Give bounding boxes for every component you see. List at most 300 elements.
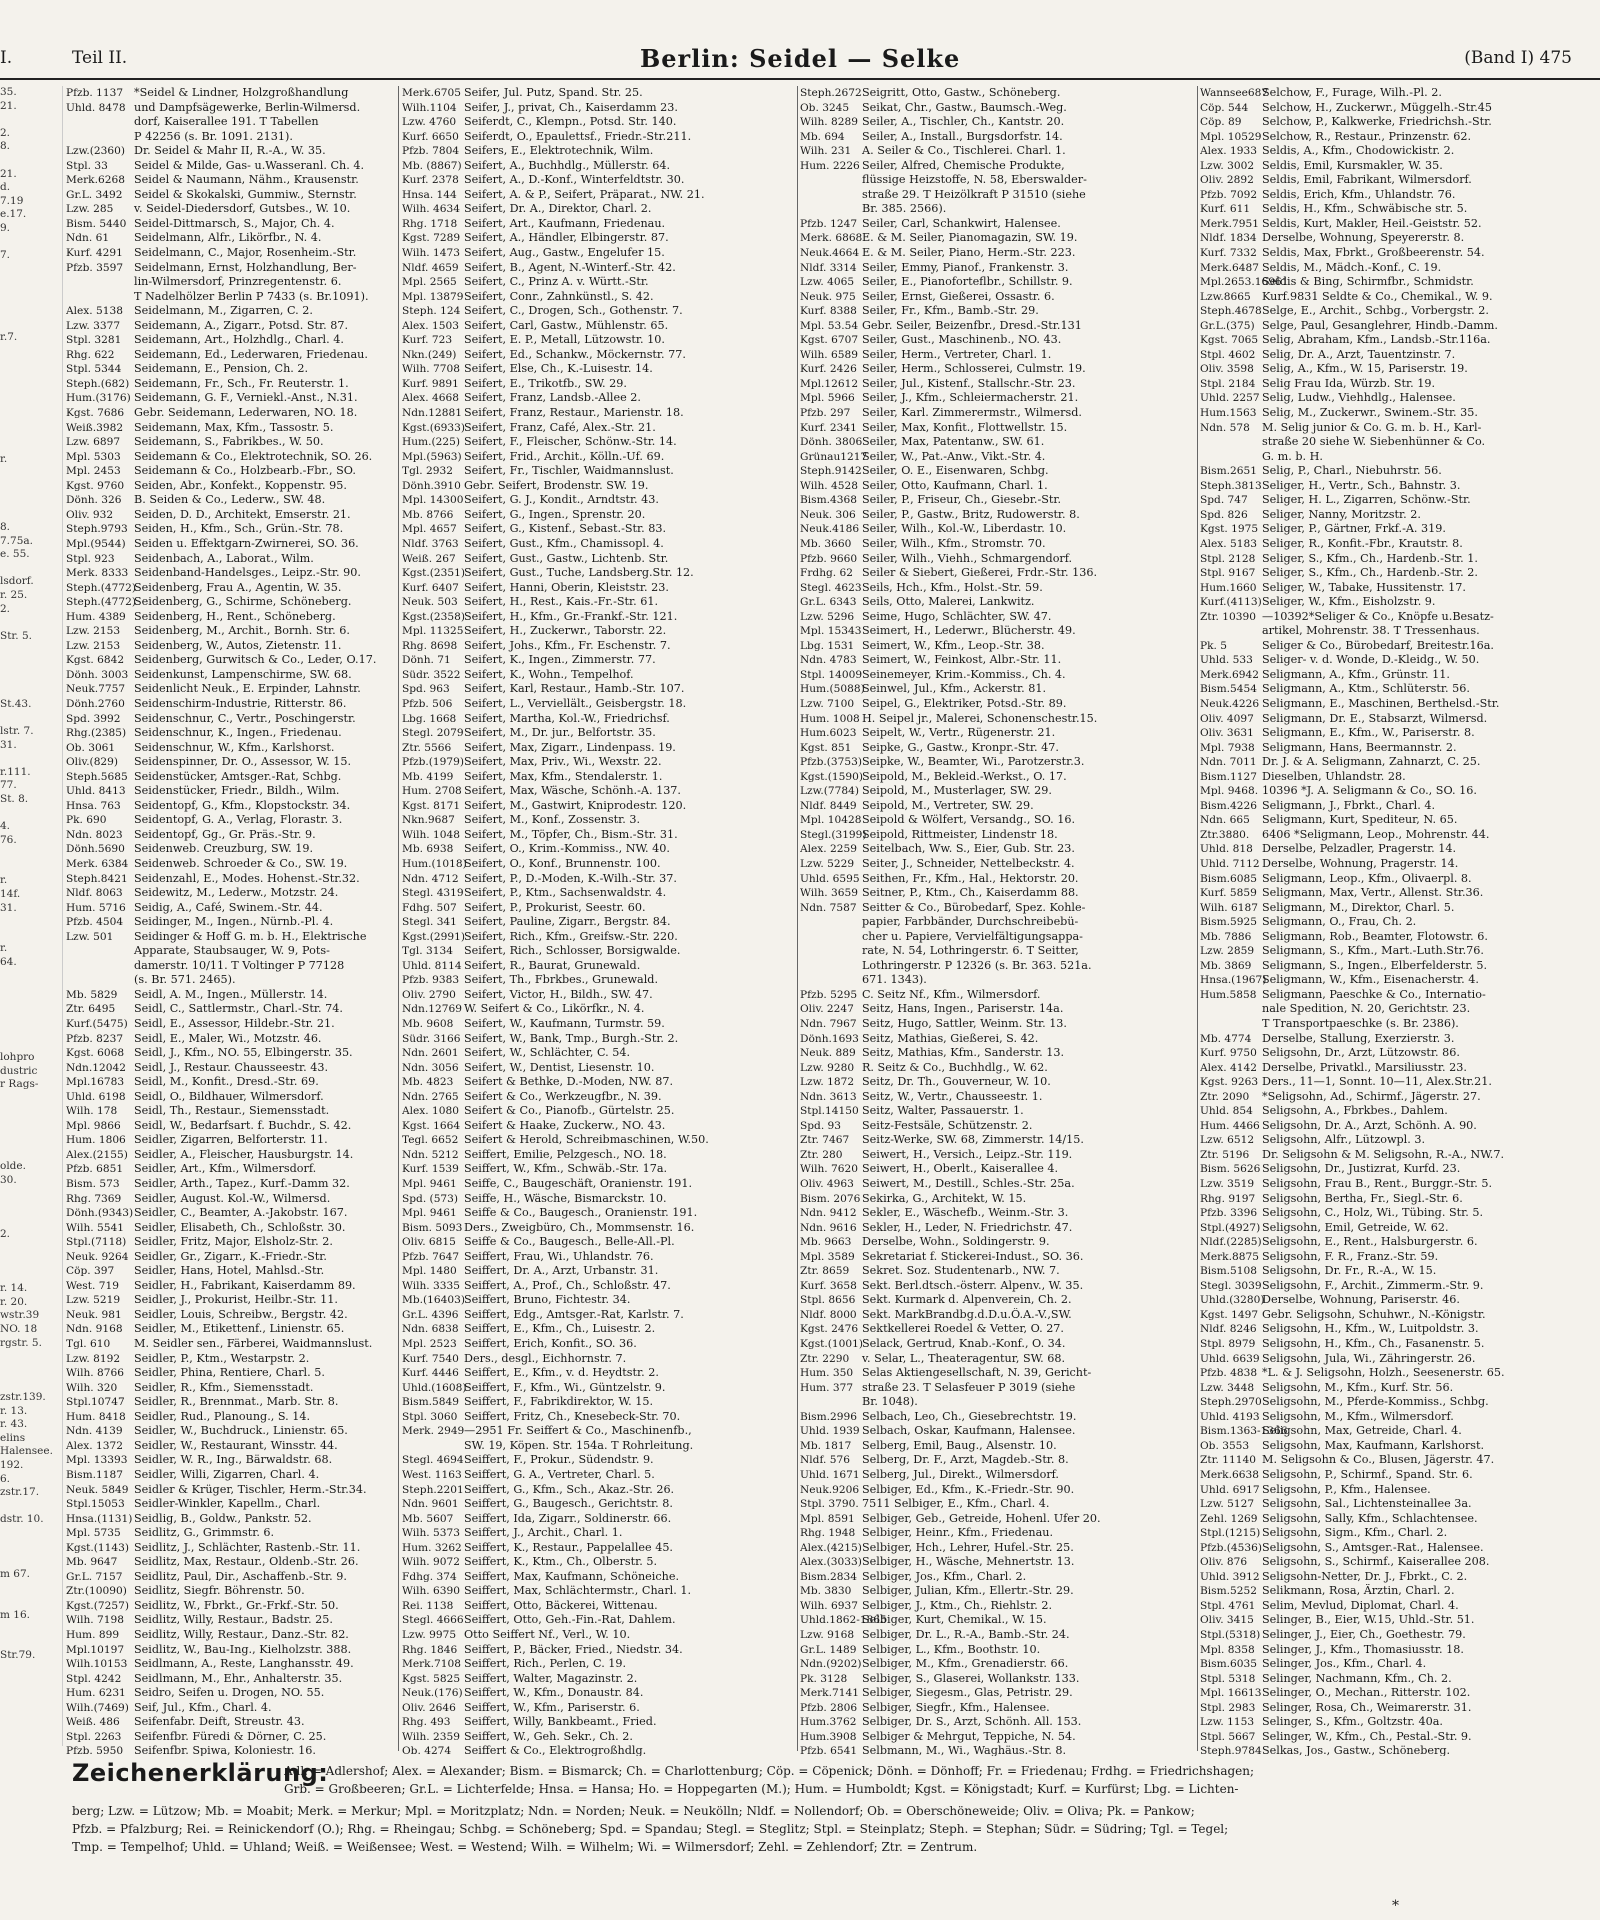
margin-fragment xyxy=(0,1717,62,1731)
directory-entry xyxy=(800,712,1196,727)
entry-text: Seligsohn, M., Pferde-Kommiss., Schbg. xyxy=(1262,1395,1489,1409)
phone-code: Kgst. 6842 xyxy=(66,654,125,667)
entry-text: Seidinger, M., Ingen., Nürnb.-Pl. 4. xyxy=(134,915,334,929)
phone-code: Mb. 5607 xyxy=(402,1512,454,1525)
phone-code: Bism.2996 xyxy=(800,1410,857,1423)
directory-entry xyxy=(1200,1032,1596,1047)
phone-code: Nldf. 8449 xyxy=(800,799,857,812)
margin-fragment: St. 8. xyxy=(0,792,29,805)
entry-text: Seiffe & Co., Baugesch., Oranienstr. 191. xyxy=(464,1206,698,1220)
phone-code: Kurf. 9891 xyxy=(402,377,459,390)
margin-fragment xyxy=(0,997,62,1011)
entry-text: Seligsohn-Netter, Dr. J., Fbrkt., C. 2. xyxy=(1262,1569,1468,1583)
directory-entry xyxy=(800,595,1196,610)
entry-text: Seifert, P., Prokurist, Seestr. 60. xyxy=(464,900,646,914)
directory-entry xyxy=(1200,872,1596,887)
entry-text: Seiffert, W., Geh. Sekr., Ch. 2. xyxy=(464,1729,633,1743)
entry-text: Seiffert, E., Kfm., v. d. Heydtstr. 2. xyxy=(464,1366,659,1380)
phone-code: Mpl. 14300 xyxy=(402,494,464,507)
entry-text: Seidenstücker, Amtsger.-Rat, Schbg. xyxy=(134,769,342,783)
phone-code: Spd. 93 xyxy=(800,1119,842,1132)
phone-code: Uhld.1862-1865 xyxy=(800,1614,887,1627)
legend-line: Adl. = Adlershof; Alex. = Alexander; Bism. = Bismarck; Ch. = Charlottenburg; Cöp. = Cöpenick; Dönh. = Dönhoff; Fr. = Friedenau; Frdhg. = Friedrichshagen; xyxy=(284,1764,1255,1778)
directory-entry xyxy=(800,130,1196,145)
phone-code: Stegl. 4623 xyxy=(800,581,862,594)
phone-code: Mb. 9663 xyxy=(800,1236,852,1249)
phone-code: Pfzb.(4536) xyxy=(1200,1541,1263,1554)
phone-code: Ndn.12042 xyxy=(66,1061,126,1074)
entry-text: Seidenbach, A., Laborat., Wilm. xyxy=(134,551,314,565)
header-rule xyxy=(0,78,1600,80)
directory-entry xyxy=(66,1555,396,1570)
directory-entry xyxy=(66,988,396,1003)
entry-text: Seils, Hch., Kfm., Holst.-Str. 59. xyxy=(862,580,1043,594)
directory-entry xyxy=(402,1206,794,1221)
entry-text: Seidlitz, J., Schlächter, Rastenb.-Str. 11. xyxy=(134,1540,361,1554)
phone-code: Lzw. 5219 xyxy=(66,1294,121,1307)
entry-text: Seligsohn, Jula, Wi., Zähringerstr. 26. xyxy=(1262,1351,1476,1365)
entry-text: Seiffert, Emilie, Pelzgesch., NO. 18. xyxy=(464,1147,667,1161)
entry-text: Seiler, Fr., Kfm., Bamb.-Str. 29. xyxy=(862,304,1039,318)
phone-code: Kgst. 6707 xyxy=(800,334,859,347)
entry-text: Selbiger, H., Wäsche, Mehnertstr. 13. xyxy=(862,1555,1075,1569)
phone-code: Stpl. 3060 xyxy=(402,1410,458,1423)
entry-text: Dr. J. & A. Seligmann, Zahnarzt, C. 25. xyxy=(1262,755,1481,769)
margin-fragment: 76. xyxy=(0,833,17,846)
entry-text: Seliger, H. L., Zigarren, Schönw.-Str. xyxy=(1262,493,1471,507)
margin-fragment xyxy=(0,263,62,277)
phone-code: Wilh. 320 xyxy=(66,1381,118,1394)
directory-entry xyxy=(1200,1148,1596,1163)
entry-text: Seidler-Winkler, Kapellm., Charl. xyxy=(134,1497,321,1511)
directory-entry xyxy=(1200,639,1596,654)
page-header xyxy=(0,44,1600,76)
phone-code: Ndn. 2765 xyxy=(402,1090,459,1103)
phone-code: Uhld. 6595 xyxy=(800,872,860,885)
directory-entry xyxy=(66,1264,396,1279)
entry-text: Seliger, R., Konfit.-Fbr., Krautstr. 8. xyxy=(1262,536,1463,550)
phone-code: Ndn. 7587 xyxy=(800,901,857,914)
phone-code: Oliv.(829) xyxy=(66,756,119,769)
directory-entry xyxy=(800,784,1196,799)
phone-code: Nldf. 3763 xyxy=(402,537,459,550)
phone-code: Uhld. 533 xyxy=(1200,654,1253,667)
entry-text: Seifenfbr. Spiwa, Koloniestr. 16. xyxy=(134,1744,316,1756)
phone-code: Nldf. 576 xyxy=(800,1454,850,1467)
directory-entry xyxy=(1200,770,1596,785)
directory-entry xyxy=(402,1177,794,1192)
entry-text: M. Seligsohn & Co., Blusen, Jägerstr. 47. xyxy=(1262,1453,1495,1467)
phone-code: Lzw.(7784) xyxy=(800,785,860,798)
directory-entry xyxy=(800,1250,1196,1265)
entry-text: Seiler, Herm., Schlosserei, Culmstr. 19. xyxy=(862,362,1086,376)
margin-fragment xyxy=(0,358,62,372)
directory-entry xyxy=(1200,159,1596,174)
directory-entry xyxy=(66,1206,396,1221)
phone-code: Stpl. 33 xyxy=(66,159,108,172)
phone-code xyxy=(66,974,134,988)
margin-fragment: 9. xyxy=(0,221,11,234)
entry-text: Gebr. Seidemann, Lederwaren, NO. 18. xyxy=(134,406,358,420)
phone-code: Mb. 694 xyxy=(800,130,845,143)
entry-text: Seiffert, Max, Schlächtermstr., Charl. 1. xyxy=(464,1584,692,1598)
directory-entry xyxy=(66,1453,396,1468)
entry-text: Selbiger, S., Glaserei, Wollankstr. 133. xyxy=(862,1671,1080,1685)
directory-entry xyxy=(66,1483,396,1498)
phone-code: Ztr. 6495 xyxy=(66,1003,116,1016)
entry-text: 671. 1343). xyxy=(862,973,927,987)
entry-text: Seifert, W., Kaufmann, Turmstr. 59. xyxy=(464,1017,665,1030)
margin-fragment xyxy=(0,1106,62,1120)
directory-entry xyxy=(402,930,794,945)
directory-entry xyxy=(800,581,1196,596)
directory-entry xyxy=(1200,1584,1596,1599)
entry-text: Selig, Dr. A., Arzt, Tauentzinstr. 7. xyxy=(1262,347,1456,361)
margin-fragment xyxy=(0,317,62,331)
entry-text: cher u. Papiere, Vervielfältigungsappa- xyxy=(862,929,1083,943)
margin-fragment xyxy=(0,385,62,399)
entry-text: straße 20 siehe W. Siebenhünner & Co. xyxy=(1262,435,1486,449)
phone-code xyxy=(800,174,862,188)
margin-fragment xyxy=(0,1500,62,1514)
directory-entry xyxy=(1200,624,1596,639)
phone-code: Südr. 3522 xyxy=(402,668,461,681)
margin-fragment: r. 20. xyxy=(0,1295,28,1308)
directory-entry xyxy=(1200,144,1596,159)
entry-text: Seidler, W., Restaurant, Winsstr. 44. xyxy=(134,1438,338,1452)
directory-entry xyxy=(800,901,1196,916)
directory-entry xyxy=(1200,1235,1596,1250)
entry-text: Seidewitz, M., Lederw., Motzstr. 24. xyxy=(134,886,339,900)
entry-text: Seidler, Hans, Hotel, Mahlsd.-Str. xyxy=(134,1264,325,1278)
phone-code: Kurf. 7540 xyxy=(402,1352,459,1365)
directory-entry xyxy=(66,391,396,406)
directory-entry xyxy=(1200,391,1596,406)
entry-text: R. Seitz & Co., Buchhdlg., W. 62. xyxy=(862,1060,1048,1074)
phone-code: Ndn. 4712 xyxy=(402,872,459,885)
margin-fragment xyxy=(0,1731,62,1745)
entry-text: Seligsohn, Dr. Fr., R.-A., W. 15. xyxy=(1262,1264,1437,1278)
directory-entry xyxy=(66,828,396,843)
phone-code: Merk.8875 xyxy=(1200,1250,1259,1263)
phone-code: Ob. 4274 xyxy=(402,1745,452,1756)
phone-code: Steph.9784 xyxy=(1200,1745,1262,1756)
directory-entry xyxy=(66,290,396,305)
directory-entry xyxy=(1200,1424,1596,1439)
entry-text: Seiffert & Co., Elektrogroßhdlg. xyxy=(464,1744,647,1756)
directory-entry xyxy=(800,115,1196,130)
margin-fragment xyxy=(0,1377,62,1391)
margin-fragment xyxy=(0,1554,62,1568)
entry-text: Seliger, Nanny, Moritzstr. 2. xyxy=(1262,507,1421,521)
entry-text: Seifert, B., Agent, N.-Winterf.-Str. 42. xyxy=(464,260,676,274)
directory-entry xyxy=(66,1613,396,1628)
directory-entry xyxy=(800,1192,1196,1207)
entry-text: Seifert, G., Kistenf., Sebast.-Str. 83. xyxy=(464,522,667,536)
directory-entry xyxy=(800,1206,1196,1221)
entry-text: Br. 385. 2566). xyxy=(862,202,947,216)
entry-text: Seif, Jul., Kfm., Charl. 4. xyxy=(134,1700,272,1714)
directory-entry xyxy=(402,377,794,392)
directory-entry xyxy=(66,1133,396,1148)
directory-entry xyxy=(402,1293,794,1308)
directory-entry xyxy=(1200,1293,1596,1308)
directory-entry xyxy=(800,813,1196,828)
entry-text: Seiler, Gust., Maschinenb., NO. 43. xyxy=(862,333,1062,347)
directory-entry xyxy=(402,770,794,785)
header-band-page: (Band I) 475 xyxy=(1464,48,1572,68)
entry-text: Apparate, Staubsauger, W. 9, Pots- xyxy=(134,944,330,958)
phone-code: Hum. 4466 xyxy=(1200,1119,1260,1132)
phone-code: Nldf.(2285) xyxy=(1200,1236,1262,1249)
directory-entry xyxy=(800,1264,1196,1279)
entry-text: Seifert, Frid., Archit., Kölln.-Uf. 69. xyxy=(464,449,665,463)
phone-code: Steph.5685 xyxy=(66,770,128,783)
phone-code: Pk. 3128 xyxy=(800,1672,848,1685)
phone-code: Stpl. 4602 xyxy=(1200,348,1256,361)
margin-fragment: r.7. xyxy=(0,330,18,343)
entry-text: Seiffert, W., Kfm., Pariserstr. 6. xyxy=(464,1700,640,1714)
directory-entry xyxy=(1200,275,1596,290)
phone-code: Oliv. 2646 xyxy=(402,1701,456,1714)
entry-text: Seidlmann, M., Ehr., Anhalterstr. 35. xyxy=(134,1671,343,1685)
directory-entry xyxy=(66,508,396,523)
entry-text: Seifert, W., Schlächter, C. 54. xyxy=(464,1046,631,1060)
entry-text: Sekler, H., Leder, N. Friedrichstr. 47. xyxy=(862,1220,1073,1234)
directory-entry xyxy=(1200,1715,1596,1730)
entry-text: Selbiger, L., Kfm., Boothstr. 10. xyxy=(862,1642,1041,1656)
directory-entry xyxy=(1200,1366,1596,1381)
entry-text: Seinemeyer, Krim.-Kommiss., Ch. 4. xyxy=(862,667,1066,681)
phone-code: Rhg.(2385) xyxy=(66,727,127,740)
entry-text: Seligsohn, F., Archit., Zimmerm.-Str. 9. xyxy=(1262,1278,1484,1292)
entry-text: Seligsohn, Max, Getreide, Charl. 4. xyxy=(1262,1424,1462,1438)
entry-text: Seiffert, Ida, Zigarr., Soldinerstr. 66. xyxy=(464,1511,672,1525)
directory-entry xyxy=(66,901,396,916)
phone-code: Ndn. 2601 xyxy=(402,1047,459,1060)
margin-fragment: olde. xyxy=(0,1159,26,1172)
entry-text: Seligmann, Dr. E., Stabsarzt, Wilmersd. xyxy=(1262,711,1488,725)
directory-entry xyxy=(402,1381,794,1396)
phone-code: Dönh.2760 xyxy=(66,697,125,710)
phone-code: Stpl. 3281 xyxy=(66,334,122,347)
directory-entry xyxy=(1200,1410,1596,1425)
directory-entry xyxy=(66,1701,396,1716)
phone-code xyxy=(66,276,134,290)
margin-fragment xyxy=(0,494,62,508)
entry-text: Seifert, Franz, Café, Alex.-Str. 21. xyxy=(464,420,656,434)
phone-code: Ndn. 578 xyxy=(1200,421,1250,434)
directory-entry xyxy=(402,1497,794,1512)
directory-entry xyxy=(66,886,396,901)
directory-entry xyxy=(66,1599,396,1614)
entry-text: Seidro, Seifen u. Drogen, NO. 55. xyxy=(134,1686,325,1700)
directory-entry xyxy=(800,1730,1196,1745)
entry-text: Seligmann, W., Kfm., Eisenacherstr. 4. xyxy=(1262,973,1479,987)
directory-entry xyxy=(402,391,794,406)
directory-entry xyxy=(66,915,396,930)
directory-entry xyxy=(66,86,396,101)
phone-code xyxy=(800,960,862,974)
phone-code: Pfzb. 7647 xyxy=(402,1250,460,1263)
entry-text: Seifert, M., Dr. jur., Belfortstr. 35. xyxy=(464,726,656,740)
entry-text: Selbiger, Heinr., Kfm., Friedenau. xyxy=(862,1526,1054,1540)
phone-code: Alex. 5138 xyxy=(66,305,123,318)
directory-entry xyxy=(1200,86,1596,101)
entry-text: Seifert, E. P., Metall, Lützowstr. 10. xyxy=(464,333,665,347)
phone-code: Steph.4678 xyxy=(1200,305,1262,318)
entry-text: Seligsohn, M., Kfm., Wilmersdorf. xyxy=(1262,1409,1454,1423)
directory-entry xyxy=(800,493,1196,508)
directory-entry xyxy=(402,682,794,697)
phone-code: Ztr.(10090) xyxy=(66,1585,127,1598)
entry-text: Selinger, Rosa, Ch., Weimarerstr. 31. xyxy=(1262,1700,1472,1714)
directory-entry xyxy=(402,1221,794,1236)
phone-code: Rhg. 622 xyxy=(66,348,115,361)
directory-entry xyxy=(800,1555,1196,1570)
entry-text: Seiffert, Frau, Wi., Uhlandstr. 76. xyxy=(464,1249,654,1263)
entry-text: Seidinger & Hoff G. m. b. H., Elektrische xyxy=(134,929,367,943)
phone-code: Merk.6487 xyxy=(1200,261,1259,274)
phone-code: Kurf. 2378 xyxy=(402,174,459,187)
phone-code: Hum.3762 xyxy=(800,1716,857,1729)
phone-code: Pk. 5 xyxy=(1200,639,1228,652)
directory-entry xyxy=(402,362,794,377)
phone-code: Hum. 899 xyxy=(66,1628,120,1641)
margin-fragment xyxy=(0,1690,62,1704)
margin-fragment xyxy=(0,671,62,685)
directory-entry xyxy=(402,886,794,901)
entry-text: Kurf.9831 Seldte & Co., Chemikal., W. 9. xyxy=(1262,289,1493,303)
margin-fragment: zstr.139. xyxy=(0,1391,46,1403)
phone-code: Ndn. 3613 xyxy=(800,1090,857,1103)
directory-entry xyxy=(402,1453,794,1468)
phone-code: Wilh. 7620 xyxy=(800,1163,858,1176)
phone-code: Uhld.(3280) xyxy=(1200,1294,1265,1307)
entry-text: Seliger & Co., Bürobedarf, Breitestr.16a. xyxy=(1262,638,1494,652)
directory-entry xyxy=(66,1730,396,1745)
entry-text: Seifert, Dr. A., Direktor, Charl. 2. xyxy=(464,202,652,216)
phone-code: Mb. 3830 xyxy=(800,1585,852,1598)
margin-fragment: r. 25. xyxy=(0,588,28,601)
entry-text: P 42256 (s. Br. 1091. 2131). xyxy=(134,129,293,143)
phone-code: Oliv. 6815 xyxy=(402,1236,456,1249)
phone-code xyxy=(800,189,862,203)
entry-text: Seiffe, H., Wäsche, Bismarckstr. 10. xyxy=(464,1191,667,1205)
margin-fragment xyxy=(0,1187,62,1201)
phone-code: Ztr. 2290 xyxy=(800,1352,850,1365)
directory-entry xyxy=(66,1584,396,1599)
phone-code: Ztr.3880. xyxy=(1200,828,1250,841)
directory-entry xyxy=(1200,1453,1596,1468)
margin-fragment xyxy=(0,1364,62,1378)
phone-code: Hum.(5088) xyxy=(800,683,865,696)
margin-fragment: lsdorf. xyxy=(0,575,34,588)
directory-entry xyxy=(800,1657,1196,1672)
directory-entry xyxy=(1200,1046,1596,1061)
directory-entry xyxy=(800,1061,1196,1076)
entry-text: Seidentopf, Gg., Gr. Präs.-Str. 9. xyxy=(134,827,316,841)
directory-entry xyxy=(402,595,794,610)
entry-text: Seidemann, G. F., Verniekl.-Anst., N.31. xyxy=(134,391,358,405)
entry-text: Seligmann, M., Direktor, Charl. 5. xyxy=(1262,900,1455,914)
directory-entry xyxy=(1200,1381,1596,1396)
directory-entry xyxy=(1200,1279,1596,1294)
entry-text: Seitz-Werke, SW. 68, Zimmerstr. 14/15. xyxy=(862,1133,1084,1147)
directory-entry xyxy=(800,1017,1196,1032)
phone-code: Nldf. 8000 xyxy=(800,1308,857,1321)
phone-code: Kurf. 2426 xyxy=(800,363,857,376)
phone-code: Bism. 573 xyxy=(66,1178,120,1191)
directory-entry xyxy=(402,1192,794,1207)
entry-text: Seiferdt, C., Klempn., Potsd. Str. 140. xyxy=(464,115,677,129)
entry-text: Seligmann, Hans, Beermannstr. 2. xyxy=(1262,740,1457,754)
phone-code: Lbg. 1531 xyxy=(800,639,855,652)
margin-fragment: r. 43. xyxy=(0,1418,28,1431)
phone-code: Nldf. 8063 xyxy=(66,887,123,900)
entry-text: Seiffert, K., Ktm., Ch., Olberstr. 5. xyxy=(464,1555,657,1569)
directory-entry xyxy=(800,872,1196,887)
directory-entry xyxy=(66,755,396,770)
entry-text: Seidler, Fritz, Major, Elsholz-Str. 2. xyxy=(134,1235,333,1249)
directory-entry xyxy=(800,639,1196,654)
phone-code: Kgst. 7065 xyxy=(1200,334,1259,347)
directory-entry xyxy=(402,1162,794,1177)
directory-entry xyxy=(800,479,1196,494)
directory-entry xyxy=(402,435,794,450)
directory-entry xyxy=(800,1032,1196,1047)
directory-entry xyxy=(66,1061,396,1076)
phone-code: Rhg. 8698 xyxy=(402,639,458,652)
phone-code: Uhld. 2257 xyxy=(1200,392,1260,405)
phone-code: Zehl. 1269 xyxy=(1200,1512,1258,1525)
directory-entry xyxy=(402,1337,794,1352)
directory-entry xyxy=(402,668,794,683)
directory-entry xyxy=(800,86,1196,101)
directory-entry xyxy=(66,304,396,319)
entry-text: Seipold, M., Musterlager, SW. 29. xyxy=(862,784,1052,798)
phone-code: Lzw. 3519 xyxy=(1200,1178,1255,1191)
entry-text: Seiler, Wilh., Kfm., Stromstr. 70. xyxy=(862,536,1046,550)
directory-entry xyxy=(1200,188,1596,203)
margin-fragment xyxy=(0,1038,62,1052)
phone-code xyxy=(402,1440,464,1454)
phone-code: Wilh. 3659 xyxy=(800,887,858,900)
phone-code: Hnsa.(1967) xyxy=(1200,974,1267,987)
phone-code: Hum. 350 xyxy=(800,1367,854,1380)
directory-entry xyxy=(402,1148,794,1163)
directory-entry xyxy=(800,421,1196,436)
entry-text: Seitz, Walter, Passauerstr. 1. xyxy=(862,1104,1024,1118)
margin-fragment: 2. xyxy=(0,1227,11,1240)
phone-code: Dönh.5690 xyxy=(66,843,125,856)
entry-text: Seidler, A., Fleischer, Hausburgstr. 14. xyxy=(134,1147,354,1161)
entry-text: Seiler, O. E., Eisenwaren, Schbg. xyxy=(862,464,1049,478)
entry-text: Selberg, Dr. F., Arzt, Magdeb.-Str. 8. xyxy=(862,1453,1069,1467)
entry-text: Seifert, O., Krim.-Kommiss., NW. 40. xyxy=(464,842,670,856)
phone-code: Stpl.(7118) xyxy=(66,1236,127,1249)
phone-code: Kgst.(1001) xyxy=(800,1338,863,1351)
phone-code: Pfzb.(1979) xyxy=(402,756,465,769)
directory-entry xyxy=(402,1410,794,1425)
phone-code: Neuk.7757 xyxy=(66,683,126,696)
entry-text: Seipold, M., Bekleid.-Werkst., O. 17. xyxy=(862,769,1067,783)
entry-text: Seldis, Emil, Fabrikant, Wilmersdorf. xyxy=(1262,173,1472,187)
directory-entry xyxy=(1200,1192,1596,1207)
phone-code: Pk. 690 xyxy=(66,814,107,827)
directory-entry xyxy=(1200,1162,1596,1177)
phone-code: Uhld. 6639 xyxy=(1200,1352,1260,1365)
